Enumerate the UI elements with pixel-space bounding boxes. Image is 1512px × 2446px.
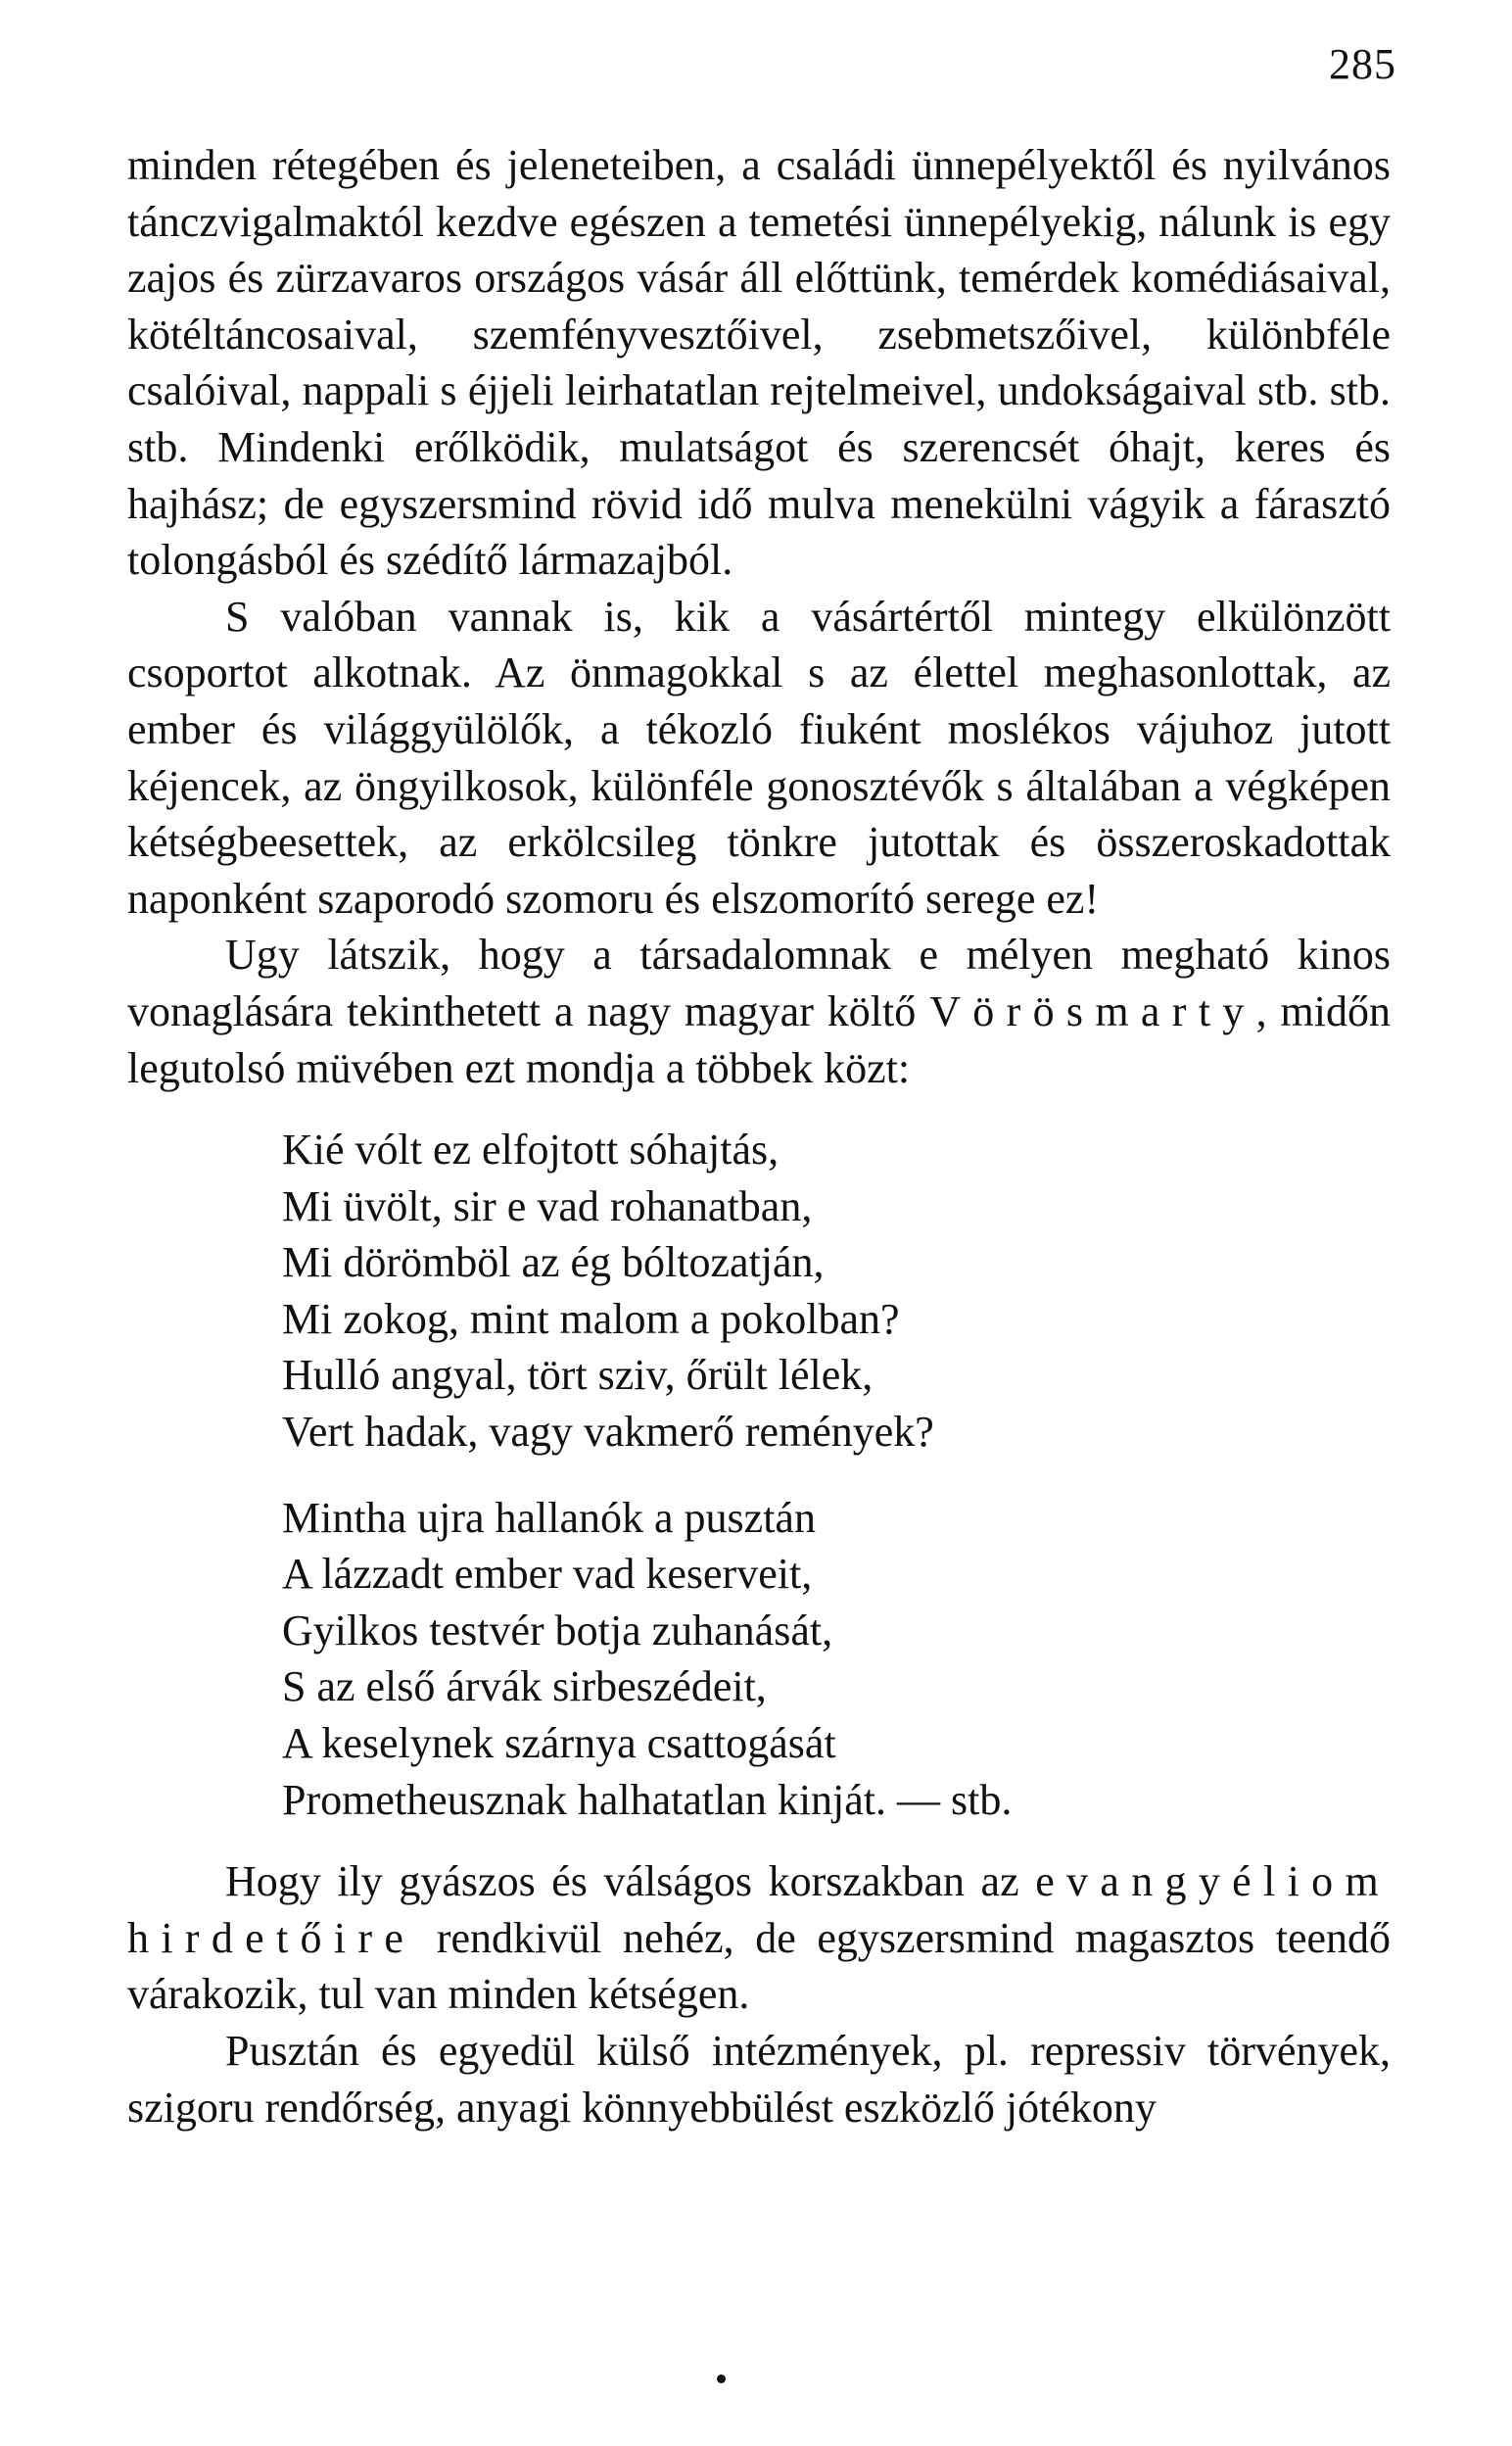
paragraph-text: rendkivül nehéz, de egyszersmind magasztos teendő várakozik, tul van minden kétségen. xyxy=(127,1913,1391,2019)
prose-section-bottom xyxy=(127,1853,1391,2135)
paragraph-text: , midőn legutolsó müvében ezt mondja a többek közt: xyxy=(127,986,1391,1092)
verse-line: Mintha ujra hallanók a pusztán xyxy=(282,1493,816,1542)
page-body xyxy=(127,137,1391,2135)
poem-stanza xyxy=(282,1122,1391,1461)
body-paragraph xyxy=(127,927,1391,1096)
verse-line: S az első árvák sirbeszédeit, xyxy=(282,1662,767,1711)
verse-line: Mi zokog, mint malom a pokolban? xyxy=(282,1294,900,1343)
body-paragraph xyxy=(127,589,1391,928)
page-number: 285 xyxy=(1329,40,1396,88)
paragraph-text: Ugy látszik, hogy a társadalomnak e mélyen megható kinos vonaglására tekinthetett a nagy magyar költő xyxy=(127,931,1391,1035)
paragraph-text: S valóban vannak is, kik a vásártértől mintegy elkülönzött csoportot alkotnak. Az önmagokkal s az élettel meghasonlottak, az ember és világgyülölők, a tékozló fiuként moslékos vájuhoz jutott kéjencek, az öngyilkosok, különféle gonosztévők s általában a végképen kétségbeesettek, az erkölcsileg tönkre jutottak és összeroskadottak naponként szaporodó szomoru és elszomorító serege ez! xyxy=(127,592,1391,923)
verse-line: Vert hadak, vagy vakmerő remények? xyxy=(282,1408,934,1457)
body-paragraph xyxy=(127,137,1391,589)
paragraph-text: Pusztán és egyedül külső intézmények, pl. repressiv törvények, szigoru rendőrség, anyagi könnyebbülést eszközlő jótékony xyxy=(127,2027,1391,2132)
verse-line: A lázzadt ember vad keserveit, xyxy=(282,1550,813,1599)
footer-dot-mark xyxy=(717,2374,726,2383)
verse-line: Hulló angyal, tört sziv, őrült lélek, xyxy=(282,1351,874,1400)
paragraph-text: Hogy ily gyászos és válságos korszakban az xyxy=(225,1857,1036,1906)
verse-line: Mi dörömböl az ég bóltozatján, xyxy=(282,1238,825,1287)
poem-stanza xyxy=(282,1490,1391,1829)
verse-line: A keselynek szárnya csattogását xyxy=(282,1719,836,1768)
poem-quotation xyxy=(127,1122,1391,1828)
body-paragraph xyxy=(127,1853,1391,2023)
verse-line: Mi üvölt, sir e vad rohanatban, xyxy=(282,1181,813,1230)
prose-section-top xyxy=(127,137,1391,1096)
verse-line: Kié vólt ez elfojtott sóhajtás, xyxy=(282,1126,780,1175)
verse-line: Gyilkos testvér botja zuhanását, xyxy=(282,1606,833,1655)
body-paragraph xyxy=(127,2023,1391,2135)
emphasized-text: Vörösmarty xyxy=(929,986,1256,1035)
emphasized-text: evangyéliom hirdetőire xyxy=(127,1857,1391,1962)
paragraph-text: minden rétegében és jeleneteiben, a családi ünnepélyektől és nyilvános tánczvigalmaktól kezdve egészen a temetési ünnepélyekig, nálunk is egy zajos és zürzavaros országos vásár áll előttünk, temérdek komédiásaival, kötéltáncosaival, szemfényvesztőivel, zsebmetszőivel, különbféle csalóival, nappali s éjjeli leirhatatlan rejtelmeivel, undokságaival stb. stb. stb. Mindenki erőlködik, mulatságot és szerencsét óhajt, keres és hajhász; de egyszersmind rövid idő mulva menekülni vágyik a fárasztó tolongásból és szédítő lármazajból. xyxy=(127,141,1391,585)
verse-line: Prometheusznak halhatatlan kinját. — stb. xyxy=(282,1775,1013,1824)
